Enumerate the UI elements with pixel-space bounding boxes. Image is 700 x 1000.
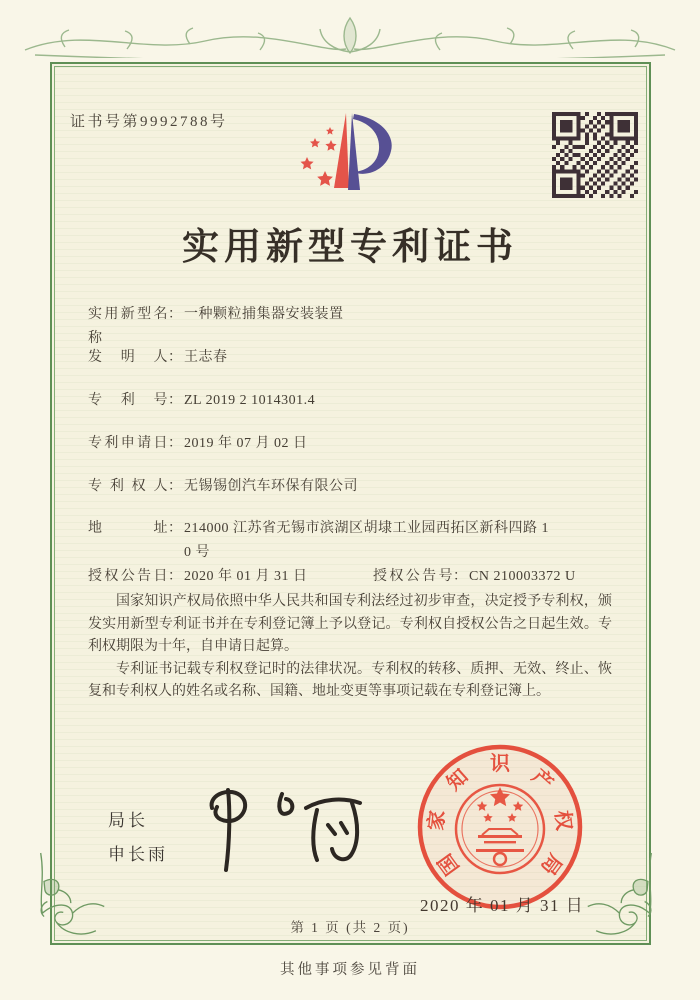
svg-text:国: 国 xyxy=(434,849,464,879)
cnipa-logo-icon xyxy=(278,100,423,202)
top-ornament-decoration xyxy=(5,0,695,58)
field-value: CN 210003372 U xyxy=(469,569,576,584)
field-value xyxy=(184,517,549,565)
svg-text:知: 知 xyxy=(443,765,473,796)
certificate-number: 证书号第9992788号 xyxy=(70,114,228,130)
director-title: 局长 xyxy=(108,811,148,830)
field-colon: ： xyxy=(168,521,183,536)
field-label: 地址 xyxy=(88,521,168,536)
svg-text:权: 权 xyxy=(550,809,575,832)
field-label: 授权公告号 xyxy=(373,569,453,584)
legal-paragraph-2: 专利证书记载专利权登记时的法律状况。专利权的转移、质押、无效、终止、恢复和专利权人的姓名或名称、国籍、地址变更等事项记载在专利登记簿上。 xyxy=(88,661,612,699)
svg-text:家: 家 xyxy=(425,809,450,832)
field-colon: ： xyxy=(168,307,183,322)
field-colon: ： xyxy=(168,436,183,451)
field-value: 无锡锡创汽车环保有限公司 xyxy=(184,479,358,494)
field-value: 一种颗粒捕集器安装装置 xyxy=(184,307,344,322)
field-row-name xyxy=(88,303,344,351)
legal-text xyxy=(88,591,612,704)
field-row-grant-date xyxy=(88,565,308,589)
director-handwritten-signature xyxy=(190,772,375,884)
address-line-2: 0 号 xyxy=(184,545,210,560)
field-label: 实用新型名称 xyxy=(88,307,168,346)
certificate-title: 实用新型专利证书 xyxy=(182,227,518,268)
legal-paragraph-1: 国家知识产权局依照中华人民共和国专利法经过初步审查，决定授予专利权，颁发实用新型专利证书并在专利登记簿上予以登记。专利权自授权公告之日起生效。专利权期限为十年，自申请日起算。 xyxy=(88,594,612,654)
field-row-inventor xyxy=(88,346,228,370)
field-colon: ： xyxy=(168,479,183,494)
field-value: 2019 年 07 月 02 日 xyxy=(184,436,308,451)
field-value: 2020 年 01 月 31 日 xyxy=(184,569,308,584)
field-label: 授权公告日 xyxy=(88,569,168,584)
field-row-filing-date xyxy=(88,432,308,456)
back-side-note: 其他事项参见背面 xyxy=(280,962,420,978)
field-value: ZL 2019 2 1014301.4 xyxy=(184,393,316,408)
field-colon: ： xyxy=(168,393,183,408)
field-row-patent-no xyxy=(88,389,315,413)
seal-date: 2020 年 01 月 31 日 xyxy=(420,896,585,915)
address-line-1: 214000 江苏省无锡市滨湖区胡埭工业园西拓区新科四路 1 xyxy=(184,521,549,536)
field-row-patentee xyxy=(88,475,358,499)
field-row-address xyxy=(88,517,549,565)
field-label: 专利申请日 xyxy=(88,436,168,451)
cnipa-round-seal xyxy=(410,737,590,917)
field-colon: ： xyxy=(168,350,183,365)
field-label: 专利权人 xyxy=(88,479,168,494)
field-colon: ： xyxy=(453,569,468,584)
field-label: 专利号 xyxy=(88,393,168,408)
field-row-grant-no xyxy=(373,565,576,589)
svg-text:识: 识 xyxy=(490,753,510,775)
page-number: 第 1 页 (共 2 页) xyxy=(290,920,410,935)
svg-text:产: 产 xyxy=(527,765,557,796)
field-label: 发明人 xyxy=(88,350,168,365)
director-name: 申长雨 xyxy=(108,845,168,864)
svg-text:局: 局 xyxy=(536,849,566,879)
field-value: 王志春 xyxy=(184,350,228,365)
qr-code xyxy=(552,112,638,198)
field-colon: ： xyxy=(168,569,183,584)
